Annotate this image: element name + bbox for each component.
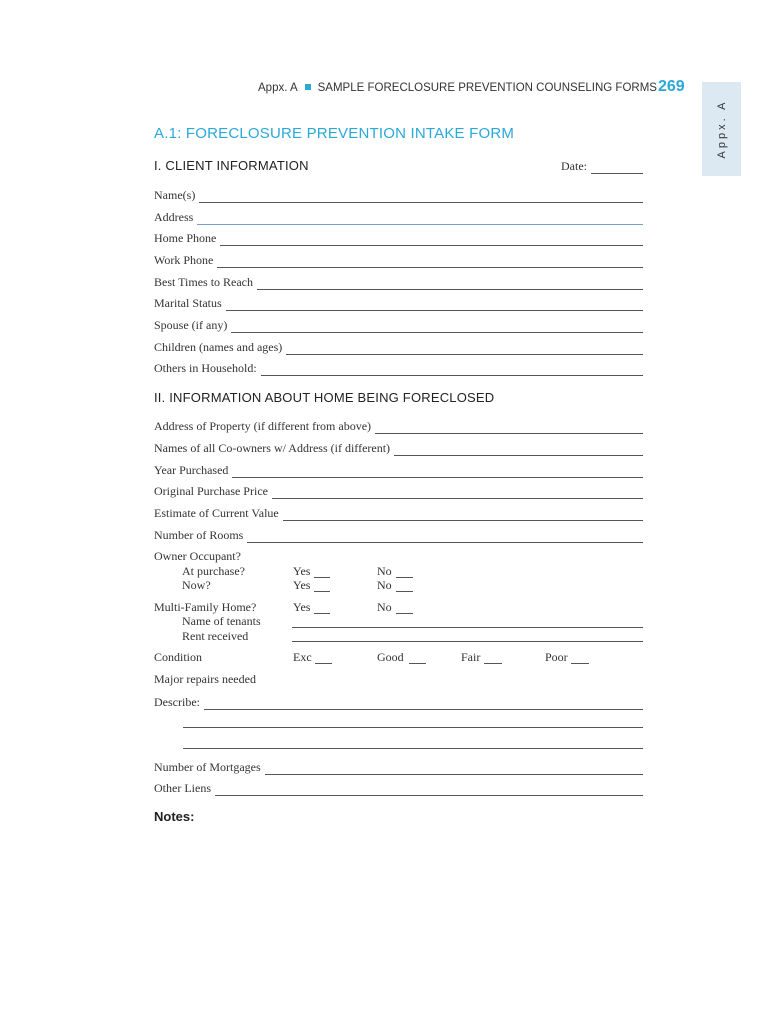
year-purchased-field[interactable] — [232, 466, 643, 478]
tenants-field[interactable] — [292, 627, 643, 628]
field-label: Marital Status — [154, 296, 222, 310]
side-tab — [702, 82, 741, 176]
field-label: Work Phone — [154, 253, 214, 267]
no-label: No — [377, 564, 392, 578]
purchase-price-field[interactable] — [272, 487, 643, 499]
at-purchase-no-blank[interactable] — [396, 577, 413, 578]
field-label: Best Times to Reach — [154, 275, 254, 289]
field-row — [154, 209, 643, 225]
condition-good-blank[interactable] — [409, 663, 426, 664]
describe-field[interactable] — [204, 698, 643, 710]
multi-family-label: Multi-Family Home? — [154, 600, 257, 614]
describe-field-line-3[interactable] — [183, 748, 643, 749]
no-label: No — [377, 600, 392, 614]
form-title: A.1: FORECLOSURE PREVENTION INTAKE FORM — [154, 125, 515, 142]
work-phone-field[interactable] — [217, 256, 643, 268]
field-row — [154, 295, 643, 311]
home-phone-field[interactable] — [220, 234, 643, 246]
now-label: Now? — [182, 578, 211, 592]
number-of-mortgages-field[interactable] — [265, 763, 643, 775]
field-label: Describe: — [154, 695, 200, 709]
side-tab-label: Appx. A — [715, 99, 728, 159]
header-appendix: Appx. A — [258, 82, 298, 94]
field-row — [154, 339, 643, 355]
condition-label: Condition — [154, 650, 203, 664]
field-label: Estimate of Current Value — [154, 506, 279, 520]
condition-exc-blank[interactable] — [315, 663, 332, 664]
others-household-field[interactable] — [261, 364, 643, 376]
date-row — [561, 158, 643, 174]
field-label: Home Phone — [154, 231, 217, 245]
condition-option: Exc — [293, 650, 312, 664]
field-row — [154, 527, 643, 543]
field-label: Others in Household: — [154, 361, 257, 375]
field-row — [154, 694, 643, 710]
field-label: Number of Mortgages — [154, 760, 261, 774]
field-row — [154, 505, 643, 521]
notes-label: Notes: — [154, 809, 195, 824]
field-row — [154, 274, 643, 290]
multi-family-no-blank[interactable] — [396, 613, 413, 614]
field-row — [154, 418, 643, 434]
rent-received-label: Rent received — [182, 629, 249, 643]
rent-received-field[interactable] — [292, 641, 643, 642]
field-label: Year Purchased — [154, 463, 229, 477]
condition-poor-blank[interactable] — [571, 663, 589, 664]
name-of-tenants-label: Name of tenants — [182, 614, 261, 628]
number-of-rooms-field[interactable] — [247, 531, 643, 543]
field-label: Other Liens — [154, 781, 211, 795]
field-label: Original Purchase Price — [154, 484, 268, 498]
property-address-field[interactable] — [375, 422, 643, 434]
field-label: Spouse (if any) — [154, 318, 228, 332]
field-label: Address — [154, 210, 194, 224]
field-row — [154, 360, 643, 376]
owner-occupant-label: Owner Occupant? — [154, 549, 241, 563]
square-bullet-icon — [305, 84, 311, 90]
multi-family-yes-blank[interactable] — [314, 613, 330, 614]
field-row — [154, 187, 643, 203]
yes-label: Yes — [293, 600, 311, 614]
spouse-field[interactable] — [231, 321, 643, 333]
yes-label: Yes — [293, 578, 311, 592]
field-label: Children (names and ages) — [154, 340, 283, 354]
field-row — [154, 317, 643, 333]
current-value-field[interactable] — [283, 509, 643, 521]
field-row — [154, 230, 643, 246]
best-times-field[interactable] — [257, 278, 643, 290]
condition-option: Good — [377, 650, 404, 664]
field-row — [154, 462, 643, 478]
page-number: 269 — [658, 78, 685, 95]
address-field[interactable] — [197, 213, 643, 225]
describe-field-line-2[interactable] — [183, 727, 643, 728]
section-home-information: II. INFORMATION ABOUT HOME BEING FORECLOSED — [154, 390, 495, 405]
header-title: SAMPLE FORECLOSURE PREVENTION COUNSELING FORMS — [317, 82, 657, 94]
field-label: Address of Property (if different from above) — [154, 419, 372, 433]
field-row — [154, 759, 643, 775]
now-yes-blank[interactable] — [314, 591, 330, 592]
field-label: Name(s) — [154, 188, 196, 202]
condition-fair-blank[interactable] — [484, 663, 502, 664]
running-header — [258, 82, 657, 94]
section-client-information: I. CLIENT INFORMATION — [154, 158, 309, 173]
co-owners-field[interactable] — [394, 444, 643, 456]
field-row — [154, 252, 643, 268]
at-purchase-label: At purchase? — [182, 564, 245, 578]
other-liens-field[interactable] — [215, 784, 643, 796]
no-label: No — [377, 578, 392, 592]
field-row — [154, 483, 643, 499]
now-no-blank[interactable] — [396, 591, 413, 592]
major-repairs-label: Major repairs needed — [154, 672, 256, 686]
at-purchase-yes-blank[interactable] — [314, 577, 330, 578]
field-label: Number of Rooms — [154, 528, 244, 542]
condition-option: Fair — [461, 650, 481, 664]
condition-option: Poor — [545, 650, 568, 664]
field-row — [154, 780, 643, 796]
children-field[interactable] — [286, 343, 643, 355]
names-field[interactable] — [199, 191, 643, 203]
field-label: Names of all Co-owners w/ Address (if different) — [154, 441, 391, 455]
field-row — [154, 440, 643, 456]
marital-status-field[interactable] — [226, 299, 643, 311]
yes-label: Yes — [293, 564, 311, 578]
date-label: Date: — [561, 159, 587, 173]
date-field[interactable] — [591, 162, 643, 174]
